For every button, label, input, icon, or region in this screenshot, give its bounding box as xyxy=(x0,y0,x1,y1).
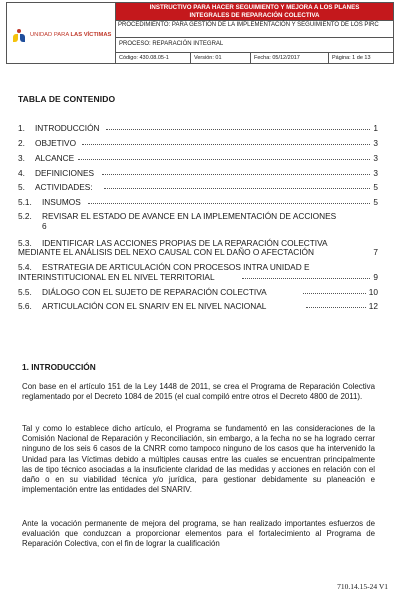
toc-page: 5 xyxy=(373,197,378,207)
logo-cell xyxy=(7,3,116,63)
toc-page: 1 xyxy=(373,123,378,133)
toc-number: 1. xyxy=(18,123,25,133)
intro-paragraph-1: Con base en el artículo 151 de la Ley 1448 de 2011, se crea el Programa de Reparación Colectiva reglamentado por el Decreto 1084 de 2015 (el cual compiló entre otros el Decreto 4800 de 2011). xyxy=(22,382,375,402)
toc-title-text: ARTICULACIÓN CON EL SNARIV EN EL NIVEL NACIONAL xyxy=(42,301,267,311)
toc-title-text: DEFINICIONES xyxy=(35,168,95,178)
toc-title-text: IDENTIFICAR LAS ACCIONES PROPIAS DE LA REPARACIÓN COLECTIVA xyxy=(42,238,328,248)
toc-title-continuation: 6 xyxy=(42,221,47,231)
toc-number: 4. xyxy=(18,168,25,178)
toc-number: 5. xyxy=(18,182,25,192)
toc-title-continuation: INTERINSTITUCIONAL EN EL NIVEL TERRITORIAL xyxy=(18,272,215,282)
procedure-label: PROCEDIMIENTO: PARA GESTIÓN DE LA IMPLEMENTACIÓN Y SEGUIMIENTO DE LOS PIRC xyxy=(116,21,393,38)
toc-number: 2. xyxy=(18,138,25,148)
toc-page: 3 xyxy=(373,138,378,148)
toc-number: 5.6. xyxy=(18,301,32,311)
toc-page: 3 xyxy=(373,168,378,178)
toc-title-text: INTRODUCCIÓN xyxy=(35,123,100,133)
toc-title: TABLA DE CONTENIDO xyxy=(18,94,116,104)
toc-leader xyxy=(242,278,370,279)
toc-leader xyxy=(102,174,370,175)
toc-number: 5.4. xyxy=(18,262,32,272)
document-code: Código: 430.08.05-1 xyxy=(116,53,191,63)
toc-title-text: ESTRATEGIA DE ARTICULACIÓN CON PROCESOS INTRA UNIDAD E xyxy=(42,262,310,272)
toc-title-text: INSUMOS xyxy=(42,197,81,207)
section-heading-introduccion: 1. INTRODUCCIÓN xyxy=(22,362,96,372)
toc-leader xyxy=(78,159,370,160)
title-line-2: INTEGRALES DE REPARACIÓN COLECTIVA xyxy=(189,12,320,19)
toc-title-text: OBJETIVO xyxy=(35,138,77,148)
page-number: Página: 1 de 13 xyxy=(332,55,371,61)
toc-page: 7 xyxy=(373,247,378,257)
toc-leader xyxy=(104,188,370,189)
document-date: Fecha: 05/12/2017 xyxy=(251,53,329,63)
document-title xyxy=(116,3,393,21)
toc-page: 10 xyxy=(368,287,378,297)
toc-title-text: ACTIVIDADES: xyxy=(35,182,93,192)
toc-title-text: REVISAR EL ESTADO DE AVANCE EN LA IMPLEMENTACIÓN DE ACCIONES xyxy=(42,211,337,221)
document-version: Versión: 01 xyxy=(191,53,251,63)
footer-document-code: 710.14.15-24 V1 xyxy=(337,582,388,591)
logo-text: UNIDAD PARA LAS VÍCTIMAS xyxy=(30,32,112,38)
toc-number: 5.3. xyxy=(18,238,32,248)
unidad-victimas-logo-icon xyxy=(12,29,26,43)
metadata-row xyxy=(116,53,393,63)
toc-leader xyxy=(82,144,370,145)
toc-title-continuation: MEDIANTE EL ANÁLISIS DEL NEXO CAUSAL CON EL DAÑO O AFECTACIÓN xyxy=(18,247,314,257)
toc-page: 12 xyxy=(368,301,378,311)
title-line-1: INSTRUCTIVO PARA HACER SEGUIMIENTO Y MEJORA A LOS PLANES xyxy=(149,4,360,11)
toc-number: 5.2. xyxy=(18,211,32,221)
toc-leader xyxy=(106,129,370,130)
toc-leader xyxy=(303,293,366,294)
toc-page: 5 xyxy=(373,182,378,192)
intro-paragraph-3: Ante la vocación permanente de mejora del programa, se han realizado importantes esfuerzos de evaluación que conduzcan a proporcionar elementos para el fortalecimiento al Programa de Reparación Colectiva, con el fin de lograr la cualificación xyxy=(22,519,375,549)
toc-title-text: ALCANCE xyxy=(35,153,75,163)
toc-page: 9 xyxy=(373,272,378,282)
intro-paragraph-2: Tal y como lo establece dicho artículo, el Programa se fundamentó en las consideraciones de la Comisión Nacional de Reparación y Reconciliación, sin embargo, a la fecha no se ha logrado cerrar ninguno de los seis 6 casos de la CNRR como tampoco ninguno de los casos que ha intervenido la Unidad para las Víctimas debido a múltiples causas entre las cuales se encuentran principalmente las de tipo técnico asociadas a la insuficiente claridad de las medidas y acciones en relación con el daño o en su viabilidad técnica y/o jurídica, para gestionar debidamente su planeación e implementación entre las entidades del SNARIV. xyxy=(22,424,375,495)
document-header xyxy=(6,2,394,64)
toc-leader xyxy=(306,307,366,308)
toc-page: 3 xyxy=(373,153,378,163)
toc-leader xyxy=(88,203,370,204)
toc-number: 5.1. xyxy=(18,197,32,207)
toc-title-text: DIÁLOGO CON EL SUJETO DE REPARACIÓN COLECTIVA xyxy=(42,287,267,297)
toc-number: 5.5. xyxy=(18,287,32,297)
process-label: PROCESO: REPARACIÓN INTEGRAL xyxy=(116,38,393,53)
toc-number: 3. xyxy=(18,153,25,163)
